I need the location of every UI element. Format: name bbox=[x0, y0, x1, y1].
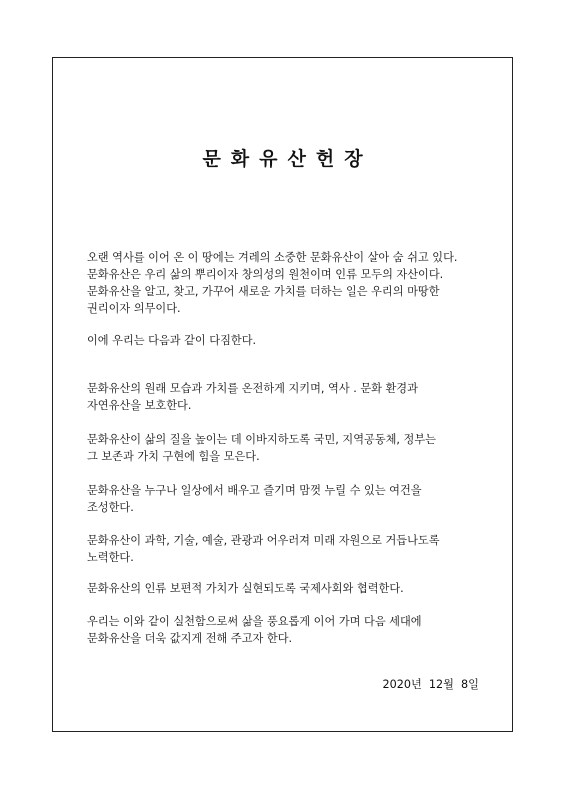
article-5 bbox=[87, 580, 487, 597]
article-line: 문화유산의 원래 모습과 가치를 온전하게 지키며, 역사 . 문화 환경과 bbox=[87, 382, 418, 395]
article-line: 문화유산을 누구나 일상에서 배우고 즐기며 맘껏 누릴 수 있는 여건을 bbox=[87, 484, 422, 497]
preamble-line: 권리이자 의무이다. bbox=[87, 302, 181, 315]
document-title: 문화유산헌장 bbox=[202, 148, 373, 170]
preamble-line: 오랜 역사를 이어 온 이 땅에는 겨레의 소중한 문화유산이 살아 숨 쉬고 있다. bbox=[87, 251, 458, 264]
closing-paragraph bbox=[87, 613, 487, 647]
article-3 bbox=[87, 482, 487, 516]
article-1 bbox=[87, 380, 487, 414]
article-line: 자연유산을 보호한다. bbox=[87, 399, 192, 412]
article-line: 노력한다. bbox=[87, 551, 134, 564]
resolution-intro-text: 이에 우리는 다음과 같이 다짐한다. bbox=[87, 334, 257, 347]
closing-line: 우리는 이와 같이 실천함으로써 삶을 풍요롭게 이어 가며 다음 세대에 bbox=[87, 615, 422, 628]
article-2 bbox=[87, 431, 487, 465]
article-line: 문화유산의 인류 보편적 가치가 실현되도록 국제사회와 협력한다. bbox=[87, 582, 404, 595]
article-line: 조성한다. bbox=[87, 501, 134, 514]
preamble-line: 문화유산은 우리 삶의 뿌리이자 창의성의 원천이며 인류 모두의 자산이다. bbox=[87, 268, 444, 281]
article-4 bbox=[87, 532, 487, 566]
charter-frame bbox=[52, 57, 513, 732]
article-line: 문화유산이 과학, 기술, 예술, 관광과 어우러져 미래 자원으로 거듭나도록 bbox=[87, 534, 440, 547]
article-line: 그 보존과 가치 구현에 힘을 모은다. bbox=[87, 450, 260, 463]
proclamation-date: 2020년 12월 8일 bbox=[382, 678, 479, 691]
preamble-line: 문화유산을 알고, 찾고, 가꾸어 새로운 가치를 더하는 일은 우리의 마땅한 bbox=[87, 285, 440, 298]
resolution-intro bbox=[87, 332, 487, 349]
preamble-paragraph bbox=[87, 249, 487, 317]
article-line: 문화유산이 삶의 질을 높이는 데 이바지하도록 국민, 지역공동체, 정부는 bbox=[87, 433, 436, 446]
closing-line: 문화유산을 더욱 값지게 전해 주고자 한다. bbox=[87, 632, 293, 645]
